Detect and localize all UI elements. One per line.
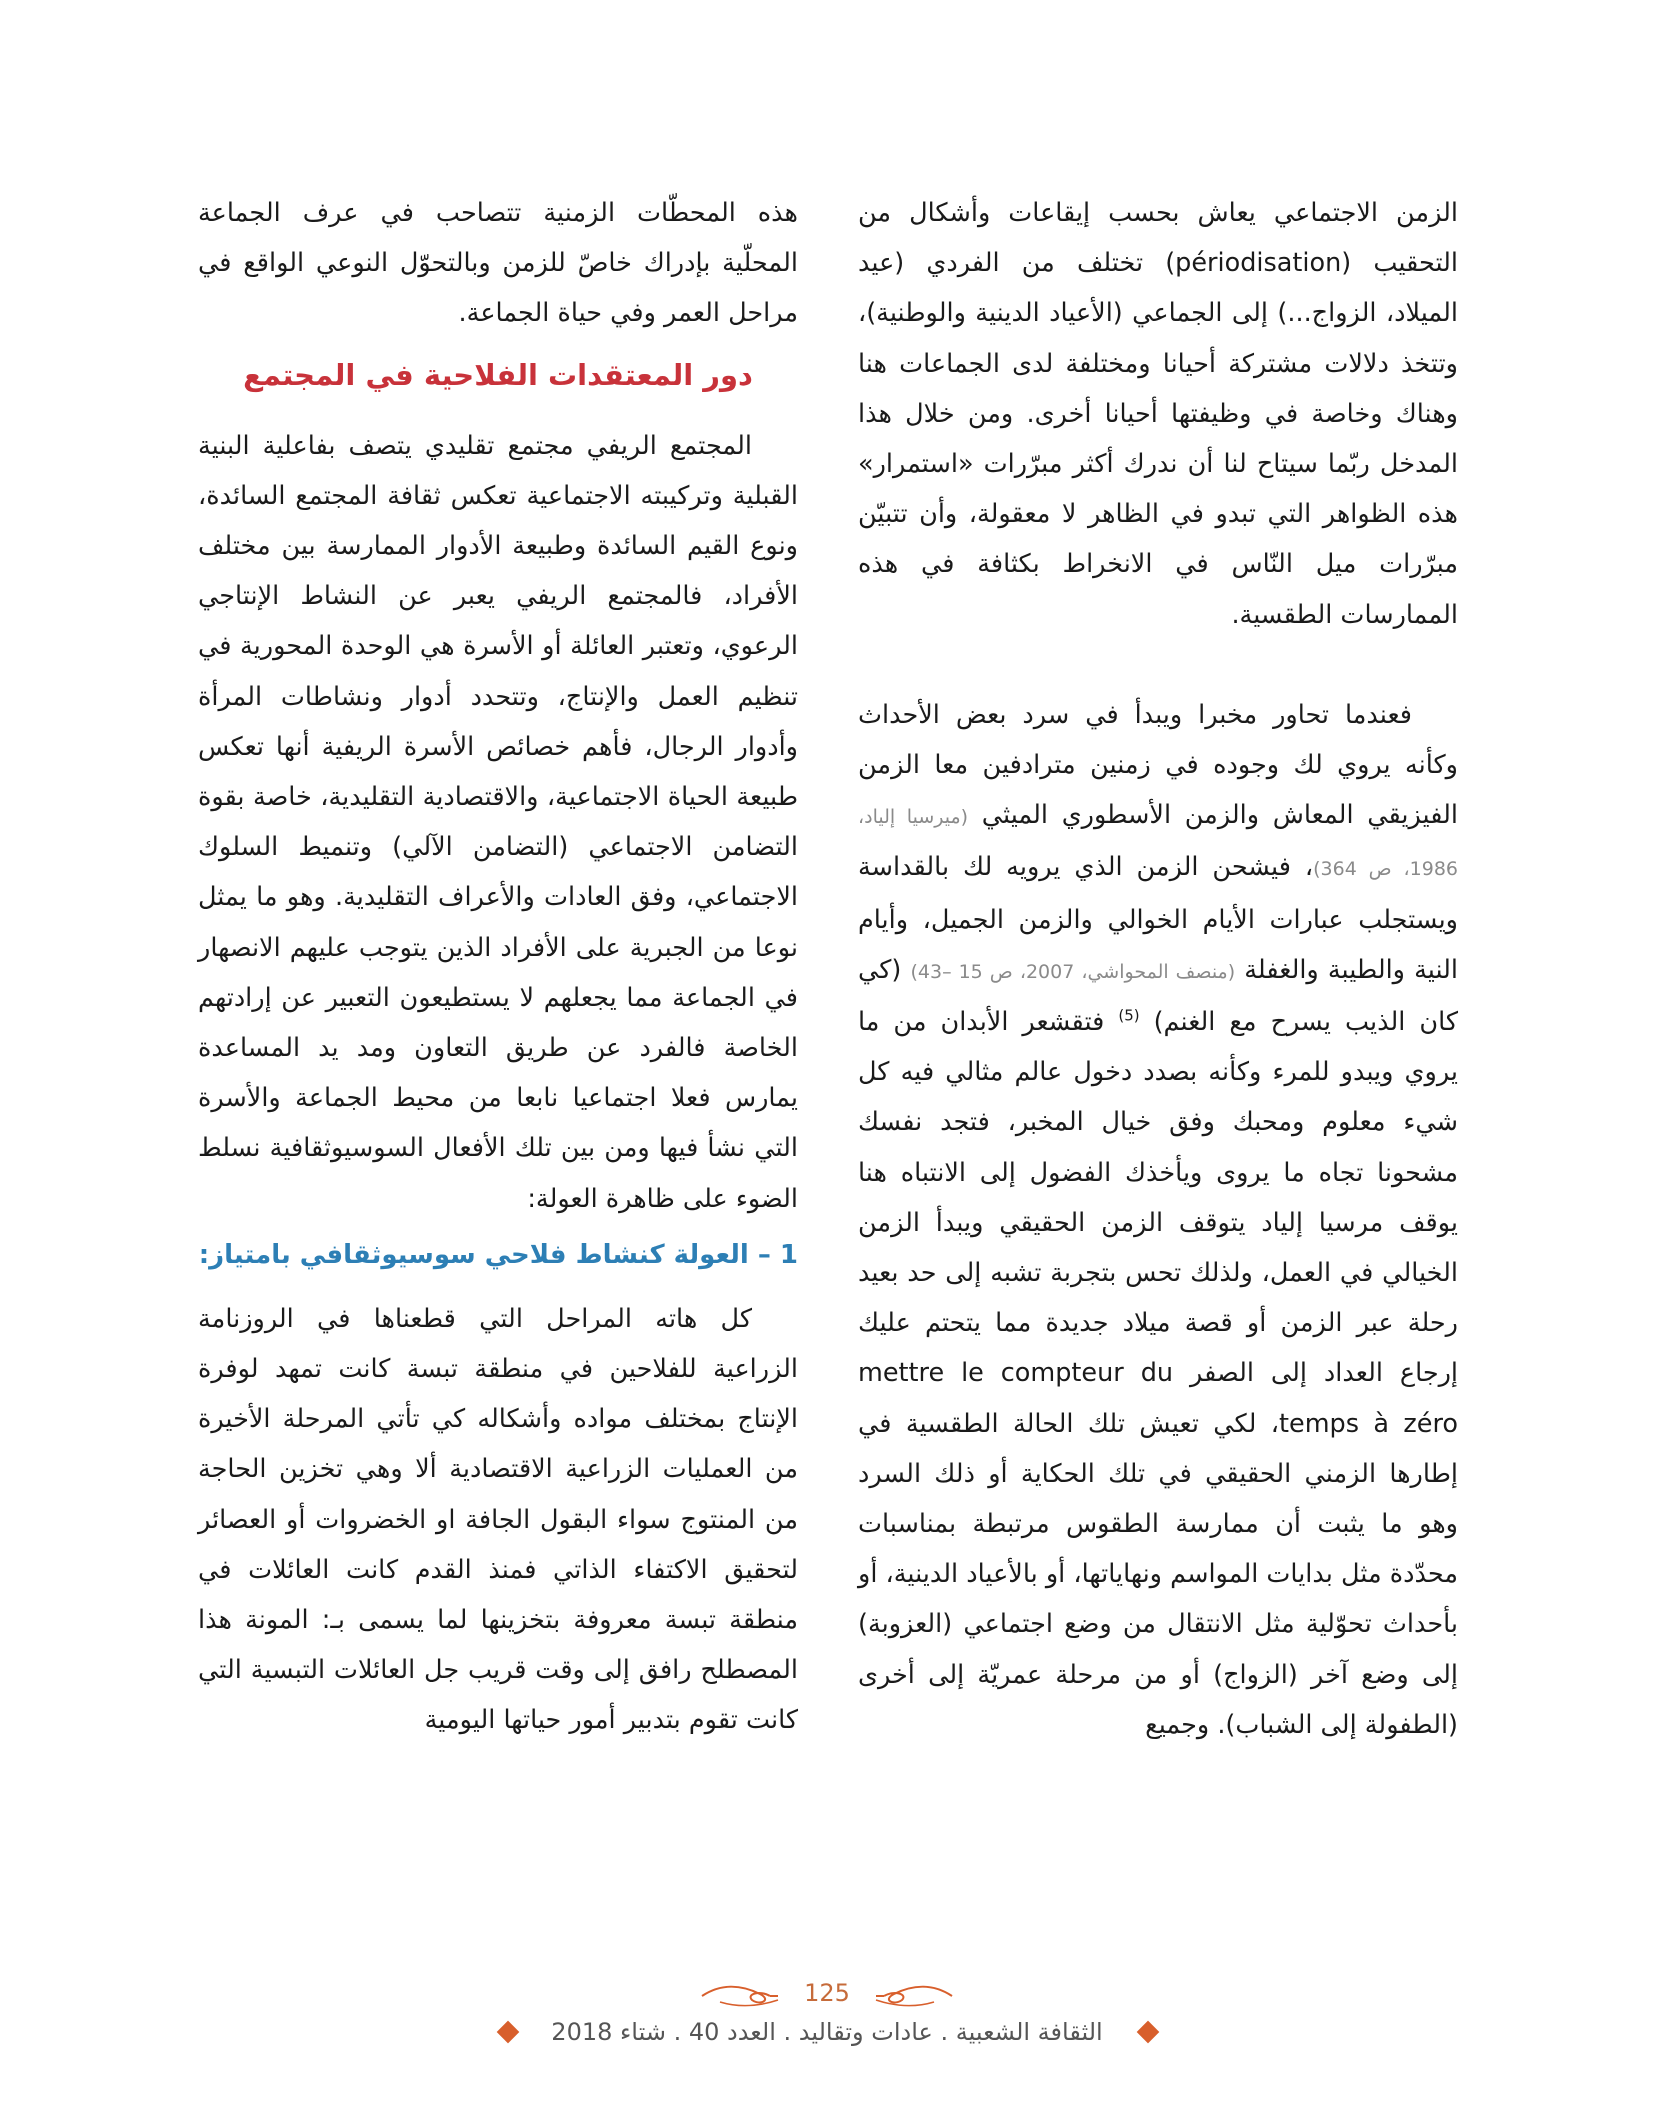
text-run: ) تختلف من الفردي (عيد الميلاد، الزواج...) إلى الجماعي (الأعياد الدينية والوطنية)، وتتخذ دلالات مشتركة أحيانا ومختلفة لدى الجماعات هنا وهناك وخاصة في وظيفتها أحيانا أخرى. ومن خلال هذا المدخل ربّما سيتاح لنا أن ندرك أكثر مبرّرات «استمرار» هذه الظواهر التي تبدو في الظاهر لا معقولة، وأن تتبيّن مبرّرات ميل النّاس في الانخراط بكثافة في هذه الممارسات الطقسية. [858,248,1458,630]
text-run: ، فيشحن الزمن الذي يرويه لك بالقداسة ويستجلب عبارات الأيام الخوالي والزمن الجميل، وأيام النية والطيبة والغفلة [858,852,1459,985]
latin-term: mettre le compteur du temps à zéro [858,1358,1459,1439]
left-column [198,188,798,1746]
text-run: فعندما تحاور مخبرا ويبدأ في سرد بعض الأحداث وكأنه يروي لك وجوده في زمنين مترادفين معا الزمن الفيزيقي المعاش والزمن الأسطوري الميثي [858,699,1458,831]
text-run: ، لكي تعيش تلك الحالة الطقسية في إطارها الزمني الحقيقي في تلك الحكاية أو ذلك السرد وهو ما يثبت أن ممارسة الطقوس مرتبطة بمناسبات محدّدة مثل بدايات المواسم ونهاياتها، أو بالأعياد الدينية، أو بأحداث تحوّلية مثل الانتقال من وضع اجتماعي (العزوبة) إلى وضع آخر (الزواج) أو من مرحلة عمريّة إلى أخرى (الطفولة إلى الشباب). وجميع [858,1408,1458,1740]
paragraph: كل هاته المراحل التي قطعناها في الروزنامة الزراعية للفلاحين في منطقة تبسة كانت تمهد لوفرة الإنتاج بمختلف مواده وأشكاله كي تأتي المرحلة الأخيرة من العمليات الزراعية الاقتصادية ألا وهي تخزين الحاجة من المنتوج سواء البقول الجافة او الخضروات أو العصائر لتحقيق الاكتفاء الذاتي فمنذ القدم كانت العائلات في منطقة تبسة معروفة بتخزينها لما يسمى بـ: المونة هذا المصطلح رافق إلى وقت قريب جل العائلات التبسية التي كانت تقوم بتدبير أمور حياتها اليومية [198,1303,798,1736]
footnote-marker: (5) [1118,1006,1140,1025]
paragraph: هذه المحطّات الزمنية تتصاحب في عرف الجماعة المحلّية بإدراك خاصّ للزمن وبالتحوّل النوعي الواقع في مراحل العمر وفي حياة الجماعة. [198,198,798,329]
right-column [858,188,1458,1750]
subsection-title: 1 – العولة كنشاط فلاحي سوسيوثقافي بامتياز: [198,1239,798,1270]
paragraph [858,188,1458,640]
quoted-saying: (كي كان الذيب يسرح مع الغنم) [858,954,1458,1038]
page-number: 125 [804,1979,850,2007]
citation: (ميرسيا إلياد، 1986، ص 364) [858,806,1458,881]
text-run: الزمن الاجتماعي يعاش بحسب إيقاعات وأشكال من التحقيب ( [858,198,1458,279]
section-title: دور المعتقدات الفلاحية في المجتمع [243,357,753,392]
latin-term: périodisation [1175,248,1342,279]
text-run: فتقشعر الأبدان من ما يروي ويبدو للمرء وكأنه بصدد دخول عالم مثالي فيه كل شيء معلوم ومحبك وفق خيال المخبر، فتجد نفسك مشحونا تجاه ما يروى ويأخذك الفضول إلى الانتباه هنا يوقف مرسيا إلياد يتوقف الزمن الحقيقي ويبدأ الزمن الخيالي في العمل، ولذلك تحس بتجربة تشبه إلى حد بعيد رحلة عبر الزمن أو قصة ميلاد جديدة مما يتحتم عليك إرجاع العداد إلى الصفر [858,1007,1459,1389]
page-footer [0,1978,1654,2088]
citation: (منصف المحواشي، 2007، ص 15 –43) [910,960,1236,983]
paragraph-gap [858,640,1458,690]
paragraph [858,690,1458,1750]
paragraph: المجتمع الريفي مجتمع تقليدي يتصف بفاعلية البنية القبلية وتركيبته الاجتماعية تعكس ثقافة المجتمع السائدة، ونوع القيم السائدة وطبيعة الأدوار الممارسة بين مختلف الأفراد، فالمجتمع الريفي يعبر عن النشاط الإنتاجي الرعوي، وتعتبر العائلة أو الأسرة هي الوحدة المحورية في تنظيم العمل والإنتاج، وتتحدد أدوار ونشاطات المرأة وأدوار الرجال، فأهم خصائص الأسرة الريفية أنها تعكس طبيعة الحياة الاجتماعية، والاقتصادية التقليدية، خاصة بقوة التضامن الاجتماعي (التضامن الآلي) وتنميط السلوك الاجتماعي، وفق العادات والأعراف التقليدية. وهو ما يمثل نوعا من الجبرية على الأفراد الذين يتوجب عليهم الانصهار في الجماعة مما يجعلهم لا يستطيعون التعبير عن إرادتهم الخاصة فالفرد عن طريق التعاون ومد يد المساعدة يمارس فعلا اجتماعيا نابعا من محيط الجماعة والأسرة التي نشأ فيها ومن بين تلك الأفعال السوسيوثقافية نسلط الضوء على ظاهرة العولة: [198,430,798,1214]
running-title: الثقافة الشعبية . عادات وتقاليد . العدد 40 . شتاء 2018 [551,2018,1103,2046]
